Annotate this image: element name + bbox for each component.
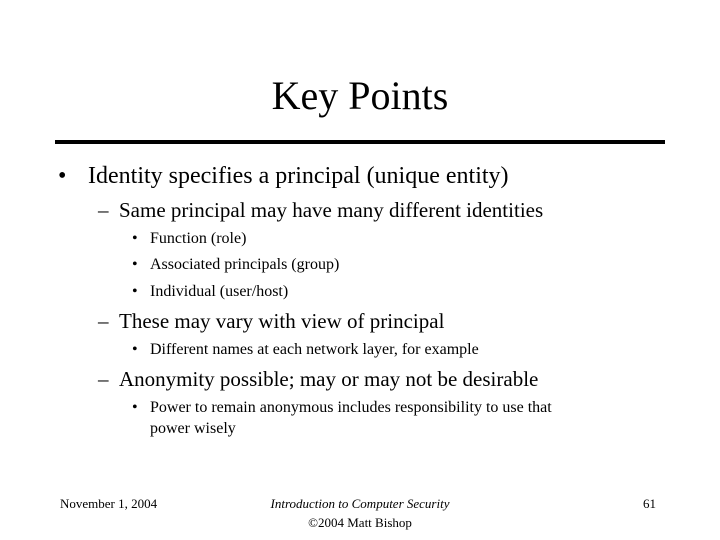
footer-date: November 1, 2004: [60, 496, 158, 511]
sub-bullet-marker: •: [132, 399, 138, 416]
sub-bullet-marker: •: [132, 341, 138, 358]
footer-page-number: 61: [643, 496, 656, 511]
bullet-marker: •: [58, 163, 67, 189]
subsubpoint-network-layer: Different names at each network layer, for example: [150, 341, 479, 358]
dash-marker: –: [98, 367, 109, 391]
subpoint-anonymity: Anonymity possible; may or may not be desirable: [119, 367, 539, 391]
title-rule: [55, 140, 665, 144]
subsubpoint-power-line1: Power to remain anonymous includes responsibility to use that: [150, 399, 552, 416]
slide-title: Key Points: [271, 73, 449, 118]
footer-copyright: ©2004 Matt Bishop: [308, 515, 412, 530]
bullet-text-identity: Identity specifies a principal (unique entity): [88, 163, 509, 189]
subsubpoint-individual: Individual (user/host): [150, 283, 289, 300]
sub-bullet-marker: •: [132, 230, 138, 247]
subsubpoint-function: Function (role): [150, 230, 247, 247]
sub-bullet-marker: •: [132, 283, 138, 300]
subsubpoint-power-line2: power wisely: [150, 420, 236, 437]
dash-marker: –: [98, 309, 109, 333]
subpoint-same-principal: Same principal may have many different identities: [119, 198, 544, 222]
footer-course-title: Introduction to Computer Security: [270, 496, 450, 511]
dash-marker: –: [98, 198, 109, 222]
sub-bullet-marker: •: [132, 256, 138, 273]
subsubpoint-associated: Associated principals (group): [150, 256, 340, 273]
subpoint-view-of-principal: These may vary with view of principal: [119, 309, 445, 333]
footer-course: [230, 494, 490, 532]
